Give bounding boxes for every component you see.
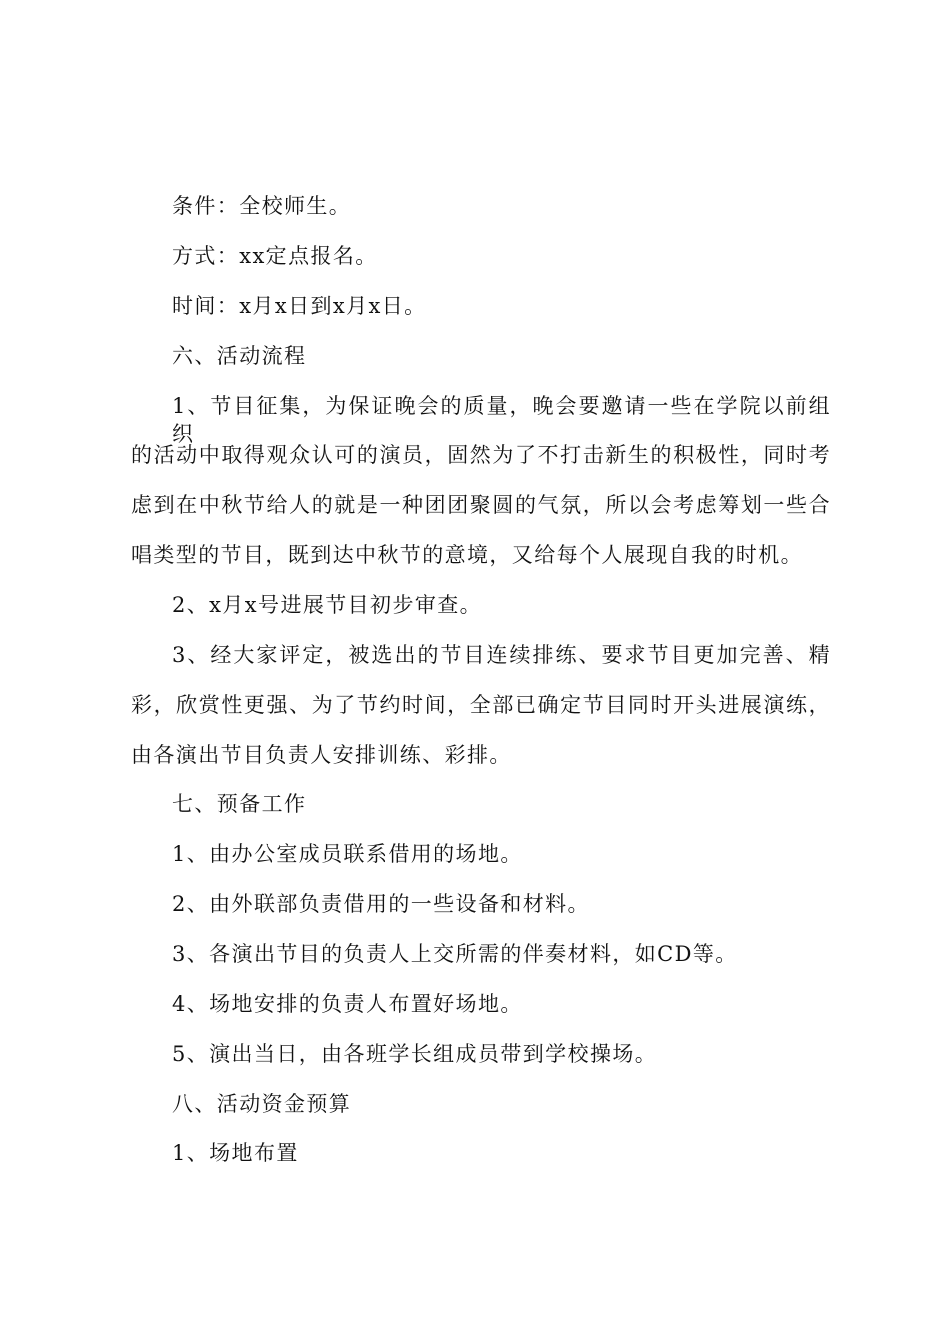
text-line: 2、由外联部负责借用的一些设备和材料。 bbox=[172, 892, 590, 916]
text-line: 5、演出当日，由各班学长组成员带到学校操场。 bbox=[172, 1042, 658, 1066]
text-line: 4、场地安排的负责人布置好场地。 bbox=[172, 992, 523, 1016]
text-line: 虑到在中秋节给人的就是一种团团聚圆的气氛，所以会考虑筹划一些合 bbox=[131, 493, 831, 517]
text-line: 2、x月x号进展节目初步审查。 bbox=[172, 593, 483, 617]
text-line: 由各演出节目负责人安排训练、彩排。 bbox=[131, 743, 512, 767]
text-line-method: 方式：xx定点报名。 bbox=[172, 244, 378, 268]
section-heading-budget: 八、活动资金预算 bbox=[172, 1092, 352, 1116]
text-line-conditions: 条件：全校师生。 bbox=[172, 194, 352, 218]
text-line: 1、节目征集，为保证晚会的质量，晚会要邀请一些在学院以前组织 bbox=[172, 394, 831, 446]
text-line-time: 时间：x月x日到x月x日。 bbox=[172, 294, 427, 318]
section-heading-activity-flow: 六、活动流程 bbox=[172, 344, 307, 368]
text-line: 1、由办公室成员联系借用的场地。 bbox=[172, 842, 523, 866]
text-line: 3、各演出节目的负责人上交所需的伴奏材料，如CD等。 bbox=[172, 942, 738, 966]
text-line: 的活动中取得观众认可的演员，固然为了不打击新生的积极性，同时考 bbox=[131, 443, 831, 467]
text-line: 彩，欣赏性更强、为了节约时间，全部已确定节目同时开头进展演练， bbox=[131, 693, 831, 717]
text-line: 3、经大家评定，被选出的节目连续排练、要求节目更加完善、精 bbox=[172, 643, 831, 667]
text-line: 1、场地布置 bbox=[172, 1141, 299, 1165]
text-line: 唱类型的节目，既到达中秋节的意境，又给每个人展现自我的时机。 bbox=[131, 543, 803, 567]
section-heading-preparation: 七、预备工作 bbox=[172, 792, 307, 816]
